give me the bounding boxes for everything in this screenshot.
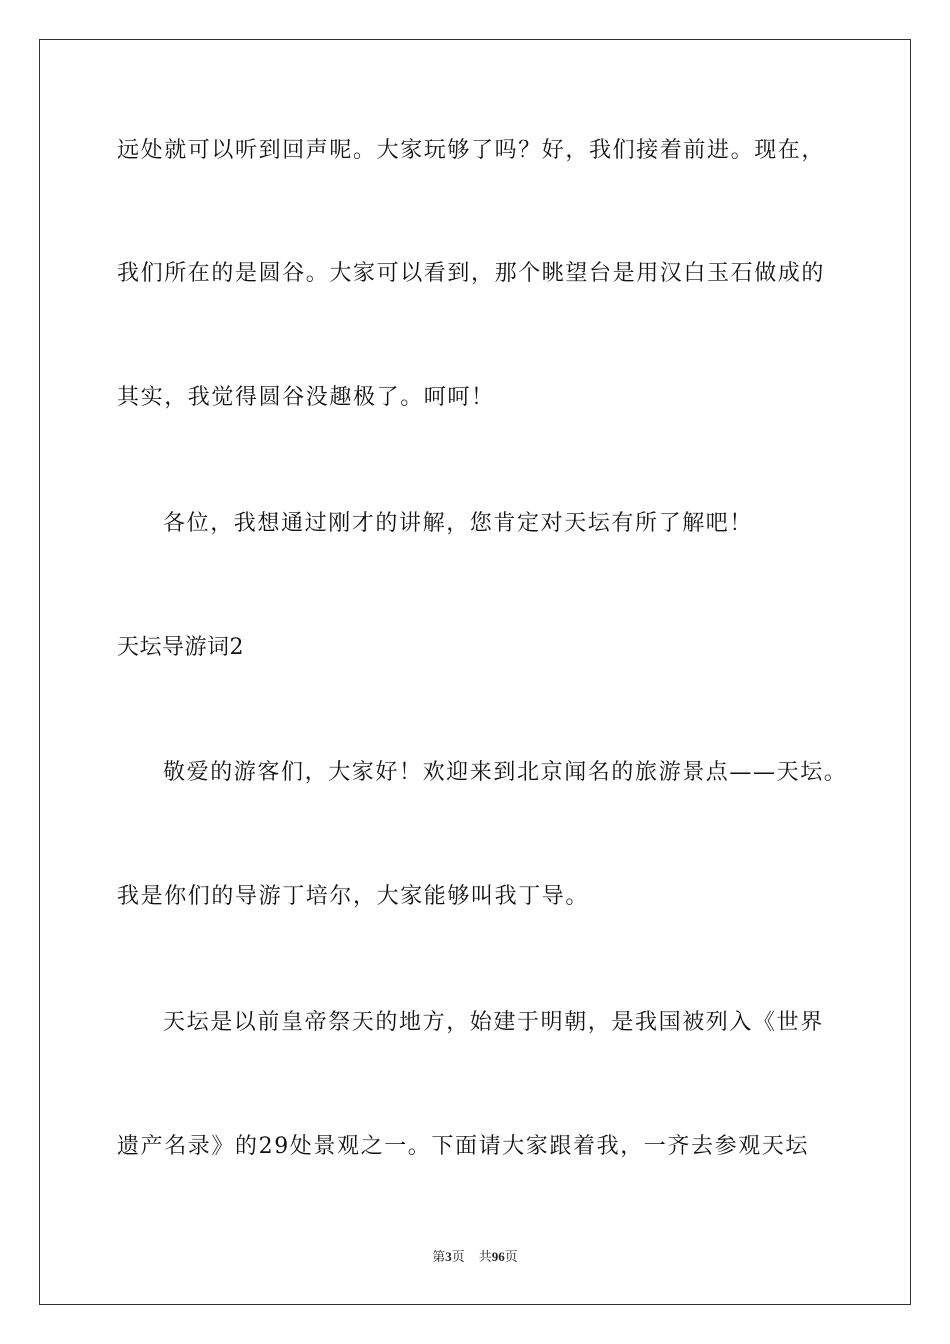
- page-footer: [0, 1248, 950, 1266]
- paragraph-line: 我们所在的是圆谷。大家可以看到，那个眺望台是用汉白玉石做成的: [117, 261, 826, 286]
- page-border: [39, 39, 911, 1305]
- section-heading: 天坛导游词2: [117, 635, 244, 660]
- total-prefix: 共: [478, 1249, 492, 1264]
- paragraph-line: 敬爱的游客们，大家好！欢迎来到北京闻名的旅游景点——天坛。: [163, 760, 848, 785]
- page-number: 3: [445, 1249, 452, 1264]
- paragraph-line: 远处就可以听到回声呢。大家玩够了吗？好，我们接着前进。现在，: [117, 138, 826, 163]
- page-prefix: 第: [432, 1249, 446, 1264]
- paragraph-line: 各位，我想通过刚才的讲解，您肯定对天坛有所了解吧！: [163, 511, 754, 536]
- total-suffix: 页: [504, 1249, 518, 1264]
- paragraph-line: 遗产名录》的29处景观之一。下面请大家跟着我，一齐去参观天坛: [117, 1134, 809, 1159]
- page-suffix: 页: [451, 1249, 465, 1264]
- paragraph-line: 我是你们的导游丁培尔，大家能够叫我丁导。: [117, 884, 590, 909]
- paragraph-line: 其实，我觉得圆谷没趣极了。呵呵！: [117, 385, 495, 410]
- paragraph-line: 天坛是以前皇帝祭天的地方，始建于明朝，是我国被列入《世界: [163, 1010, 824, 1035]
- total-pages: 96: [491, 1249, 505, 1264]
